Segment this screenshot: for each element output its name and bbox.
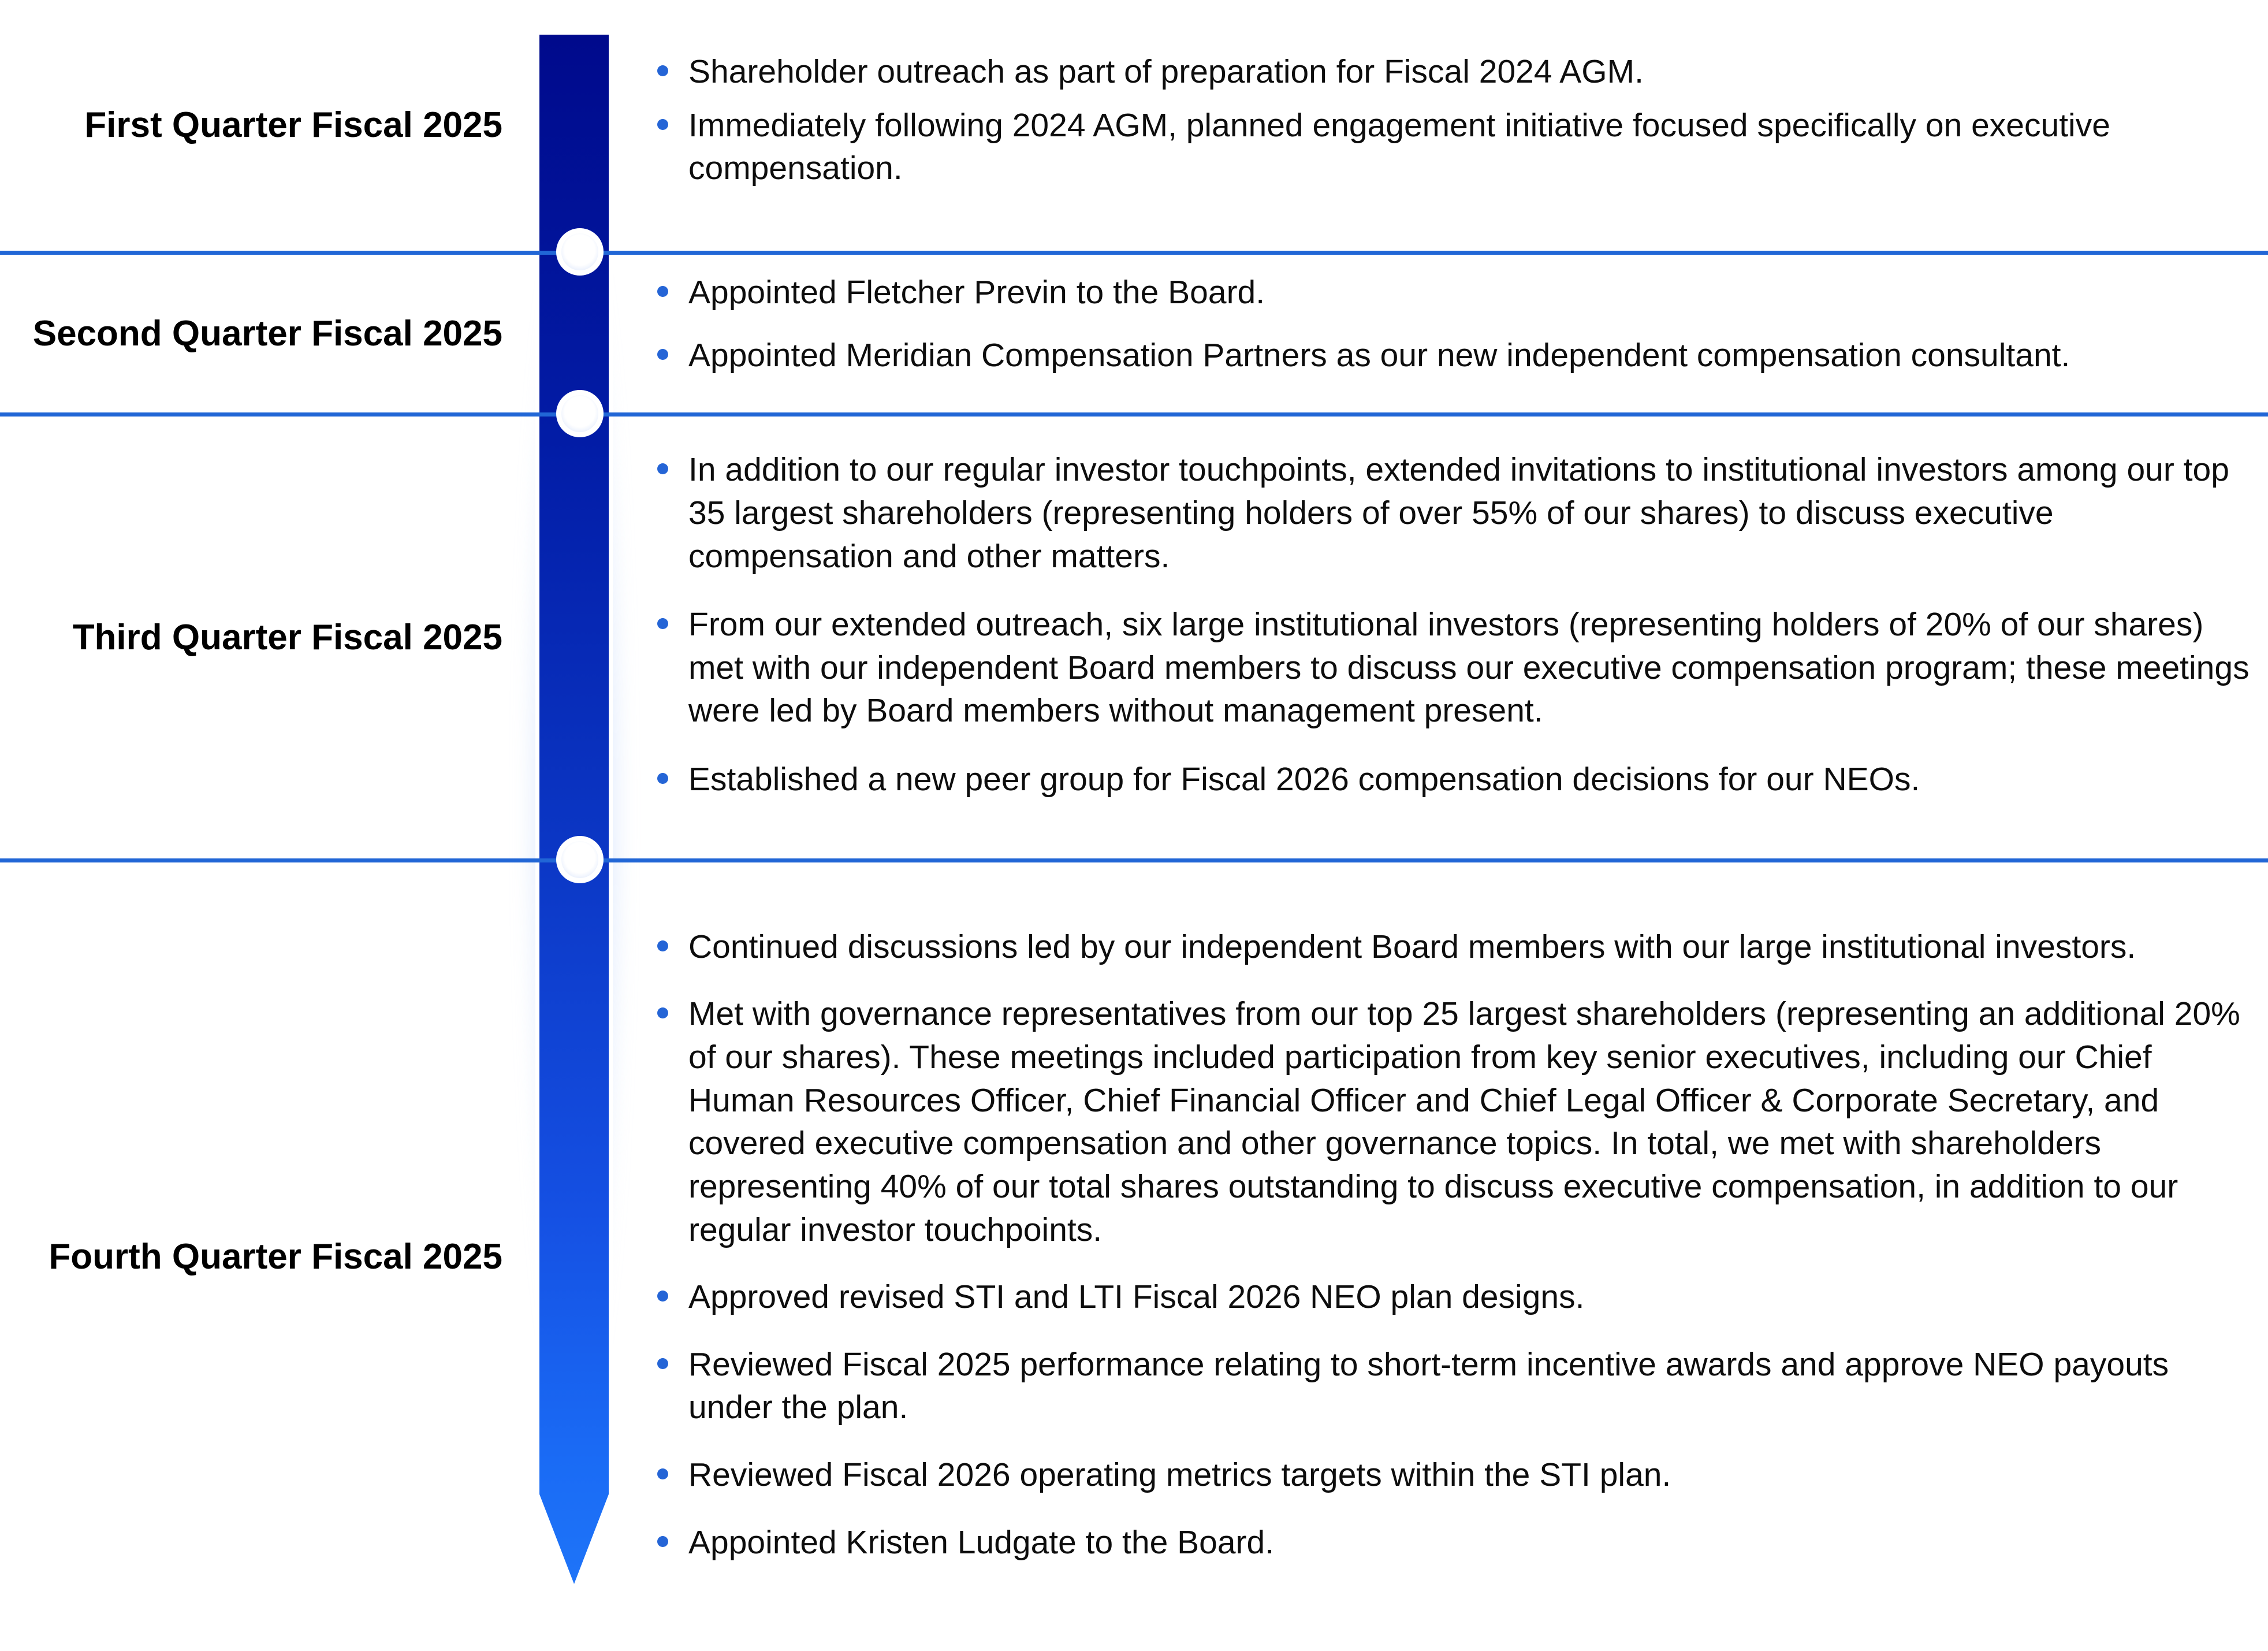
bullet-text: Met with governance representatives from our top 25 largest shareholders (representing an additional 20% of our shares). These meetings included participation from key senior executives, including our Chief Human Resources Officer, Chief Financial Officer and Chief Legal Officer & Corporate Secretary, and covered executive compensation and other governance topics. In total, we met with shareholders representing 40% of our total shares outstanding to discuss executive compensation, in addition to our regular investor touchpoints. — [688, 995, 2240, 1248]
list-item — [653, 1521, 2251, 1564]
bullet-dot-icon — [657, 1358, 668, 1369]
list-item — [653, 104, 2251, 190]
bullet-text: Appointed Kristen Ludgate to the Board. — [688, 1523, 1275, 1561]
bullet-dot-icon — [657, 65, 668, 76]
timeline-section-q4 — [0, 862, 2268, 1651]
bullet-dot-icon — [657, 1291, 668, 1302]
list-item — [653, 1343, 2251, 1429]
bullet-group-q2 — [520, 271, 2268, 396]
bullet-text: Approved revised STI and LTI Fiscal 2026 NEO plan designs. — [688, 1278, 1585, 1316]
quarter-label-q1: First Quarter Fiscal 2025 — [84, 105, 502, 146]
bullet-dot-icon — [657, 463, 668, 474]
bullet-dot-icon — [657, 1007, 668, 1018]
bullet-text: In addition to our regular investor touchpoints, extended invitations to institutional investors among our top 35 largest shareholders (representing holders of over 55% of our shares) to discuss executive compensation and other matters. — [688, 451, 2229, 575]
bullet-dot-icon — [657, 773, 668, 784]
timeline-marker-2 — [556, 390, 604, 437]
list-item — [653, 1276, 2251, 1319]
section-divider-1 — [0, 251, 2268, 255]
list-item — [653, 992, 2251, 1251]
bullet-text: From our extended outreach, six large institutional investors (representing holders of 20% of our shares) met with our independent Board members to discuss our executive compensation program; these meetings were led by Board members without management present. — [688, 606, 2250, 730]
bullet-group-q1 — [520, 50, 2268, 200]
section-divider-3 — [0, 858, 2268, 862]
bullet-group-q4 — [520, 925, 2268, 1589]
bullet-dot-icon — [657, 1468, 668, 1479]
list-item — [653, 758, 2251, 801]
timeline-section-q1 — [0, 0, 2268, 251]
list-item — [653, 925, 2251, 969]
list-item — [653, 271, 2251, 314]
bullet-text: Reviewed Fiscal 2026 operating metrics targets within the STI plan. — [688, 1456, 1671, 1494]
bullet-dot-icon — [657, 286, 668, 297]
bullet-text: Appointed Meridian Compensation Partners as our new independent compensation consultant. — [688, 336, 2070, 374]
quarter-label-q2: Second Quarter Fiscal 2025 — [32, 313, 502, 354]
timeline-marker-3 — [556, 836, 604, 883]
timeline-section-q2 — [0, 255, 2268, 412]
list-item — [653, 448, 2251, 578]
bullet-text: Established a new peer group for Fiscal 2026 compensation decisions for our NEOs. — [688, 761, 1920, 798]
quarter-label-q3: Third Quarter Fiscal 2025 — [72, 617, 502, 657]
list-item — [653, 334, 2251, 377]
list-item — [653, 50, 2251, 94]
bullet-group-q3 — [520, 448, 2268, 827]
section-divider-2 — [0, 412, 2268, 417]
bullet-dot-icon — [657, 119, 668, 130]
bullet-text: Continued discussions led by our independent Board members with our large institutional investors. — [688, 928, 2136, 965]
list-item — [653, 1453, 2251, 1497]
bullet-text: Shareholder outreach as part of preparation for Fiscal 2024 AGM. — [688, 53, 1644, 91]
bullet-text: Appointed Fletcher Previn to the Board. — [688, 273, 1265, 311]
timeline-section-q3 — [0, 417, 2268, 858]
bullet-dot-icon — [657, 940, 668, 951]
bullet-text: Reviewed Fiscal 2025 performance relating to short-term incentive awards and approve NEO payouts under the plan. — [688, 1345, 2169, 1426]
bullet-dot-icon — [657, 1536, 668, 1547]
bullet-dot-icon — [657, 349, 668, 360]
timeline-marker-1 — [556, 228, 604, 276]
bullet-text: Immediately following 2024 AGM, planned engagement initiative focused specifically on executive compensation. — [688, 106, 2110, 187]
quarter-label-q4: Fourth Quarter Fiscal 2025 — [49, 1236, 502, 1277]
list-item — [653, 603, 2251, 732]
bullet-dot-icon — [657, 618, 668, 629]
